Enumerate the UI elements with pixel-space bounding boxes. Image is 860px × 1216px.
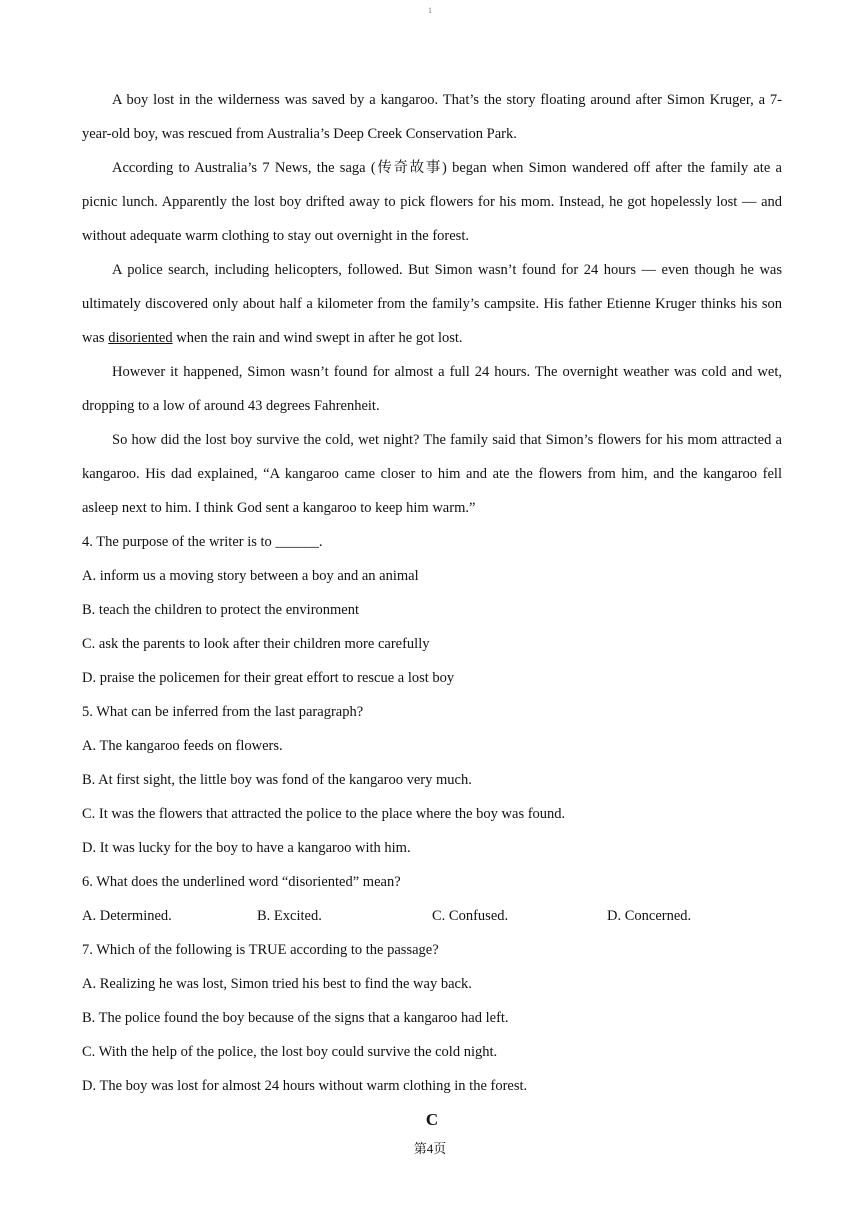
passage-paragraph-1: A boy lost in the wilderness was saved by a kangaroo. That’s the story floating around after Simon Kruger, a 7-year-old boy, was rescued from Australia’s Deep Creek Conservation Park. bbox=[82, 92, 782, 142]
passage-paragraph-2: According to Australia’s 7 News, the saga (传奇故事) began when Simon wandered off after the family ate a picnic lunch. Apparently the lost boy drifted away to pick flowers for his mom. Instead, he got hopelessly lost — and without adequate warm clothing to stay out overnight in the forest. bbox=[82, 160, 782, 244]
question-5-option-d: D. It was lucky for the boy to have a kangaroo with him. bbox=[82, 840, 411, 856]
question-6-stem: 6. What does the underlined word “disoriented” mean? bbox=[82, 874, 401, 890]
passage-paragraph-5: So how did the lost boy survive the cold, wet night? The family said that Simon’s flowers for his mom attracted a kangaroo. His dad explained, “A kangaroo came closer to him and ate the flowers from him, and the kangaroo fell asleep next to him. I think God sent a kangaroo to keep him warm.” bbox=[82, 432, 782, 516]
question-7-stem: 7. Which of the following is TRUE according to the passage? bbox=[82, 942, 439, 958]
question-4-option-c: C. ask the parents to look after their children more carefully bbox=[82, 636, 430, 652]
question-4-option-a: A. inform us a moving story between a boy and an animal bbox=[82, 568, 419, 584]
question-6-option-d: D. Concerned. bbox=[607, 908, 692, 924]
underlined-word: disoriented bbox=[108, 330, 173, 346]
question-7-option-b: B. The police found the boy because of the signs that a kangaroo had left. bbox=[82, 1010, 509, 1026]
question-4-stem: 4. The purpose of the writer is to ______. bbox=[82, 534, 323, 550]
question-7-option-a: A. Realizing he was lost, Simon tried his best to find the way back. bbox=[82, 976, 472, 992]
question-6-option-b: B. Excited. bbox=[257, 908, 322, 924]
question-4-option-b: B. teach the children to protect the environment bbox=[82, 602, 360, 618]
passage-paragraph-4: However it happened, Simon wasn’t found for almost a full 24 hours. The overnight weather was cold and wet, dropping to a low of around 43 degrees Fahrenheit. bbox=[82, 364, 782, 414]
question-6-options-row bbox=[82, 899, 782, 933]
page-number-footer: 第4页 bbox=[413, 1141, 447, 1156]
question-5-option-a: A. The kangaroo feeds on flowers. bbox=[82, 738, 283, 754]
section-heading-c: C bbox=[425, 1110, 439, 1129]
question-6-option-a: A. Determined. bbox=[82, 908, 172, 924]
question-6-option-c: C. Confused. bbox=[432, 908, 509, 924]
paragraph-3-text-start: A police search, including helicopters, followed. But Simon wasn’t found for 24 hours — even though he was ultimately discovered only about half a kilometer from the family’s campsite. His father Etienne Kruger thinks his son was bbox=[82, 262, 782, 346]
reading-passage-section bbox=[82, 83, 782, 1137]
paragraph-3-text-end: when the rain and wind swept in after he got lost. bbox=[172, 330, 463, 346]
page-marker: 1 bbox=[428, 6, 432, 15]
passage-paragraph-3 bbox=[82, 253, 782, 355]
question-7-option-c: C. With the help of the police, the lost boy could survive the cold night. bbox=[82, 1044, 498, 1060]
question-5-stem: 5. What can be inferred from the last paragraph? bbox=[82, 704, 364, 720]
question-5-option-b: B. At first sight, the little boy was fond of the kangaroo very much. bbox=[82, 772, 472, 788]
question-7-option-d: D. The boy was lost for almost 24 hours without warm clothing in the forest. bbox=[82, 1078, 528, 1094]
question-4-option-d: D. praise the policemen for their great effort to rescue a lost boy bbox=[82, 670, 455, 686]
question-5-option-c: C. It was the flowers that attracted the police to the place where the boy was found. bbox=[82, 806, 566, 822]
